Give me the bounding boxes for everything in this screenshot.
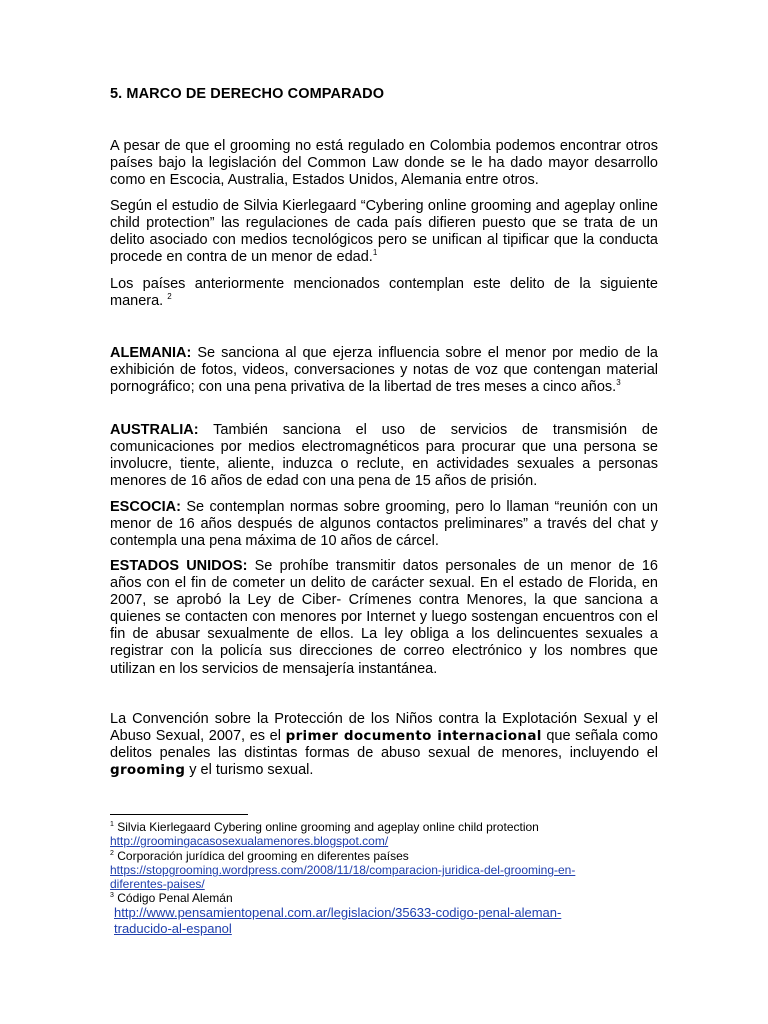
- escocia-label: ESCOCIA:: [110, 499, 181, 515]
- australia-paragraph: [110, 422, 658, 490]
- convention-bold-1: primer documento internacional: [285, 728, 542, 745]
- eeuu-text: Se prohíbe transmitir datos personales de un menor de 16 años con el fin de cometer un delito de carácter sexual. En el estado de Florida, en 2007, se aprobó la Ley de Ciber- Crímenes contra Menores, la que sanciona a quienes se contacten con menores por Internet y luego sostengan encuentros con el fin de abusar sexualmente de ellos. La ley obliga a los delincuentes sexuales a registrar con la policía sus direcciones de correo electrónico y los nombres que utilizan en los servicios de mensajería instantánea.: [110, 558, 658, 677]
- study-paragraph: [110, 198, 658, 266]
- alemania-text: Se sanciona al que ejerza influencia sobre el menor por medio de la exhibición de fotos, videos, conversaciones y notas de voz que contengan material pornográfico; con una pena privativa de la libertad de tres meses a cinco años.: [110, 345, 658, 396]
- footnote-3-number: 3: [110, 892, 114, 899]
- footnote-1-number: 1: [110, 821, 114, 828]
- convention-text-3: y el turismo sexual.: [185, 762, 314, 779]
- footnote-ref-2[interactable]: 2: [167, 292, 172, 302]
- convention-paragraph: [110, 711, 658, 779]
- footnote-ref-3[interactable]: 3: [616, 378, 621, 388]
- footnote-separator: [110, 814, 248, 815]
- eeuu-label: ESTADOS UNIDOS:: [110, 558, 248, 574]
- footnote-2-number: 2: [110, 850, 114, 857]
- convention-text-2: que señala como delitos penales las distintas formas de abuso sexual de menores, incluyendo el: [110, 728, 658, 762]
- footnote-2-link[interactable]: https://stopgrooming.wordpress.com/2008/11/18/comparacion-juridica-del-grooming-en-diferentes-paises/: [110, 863, 576, 892]
- eeuu-paragraph: [110, 558, 658, 678]
- footnote-1: [110, 820, 658, 848]
- australia-label: AUSTRALIA:: [110, 422, 199, 438]
- footnote-2-text: Corporación jurídica del grooming en diferentes países: [113, 849, 409, 863]
- study-text: Según el estudio de Silvia Kierlegaard “Cybering online grooming and ageplay online child protection” las regulaciones de cada país difieren puesto que se trata de un delito asociado con medios tecnológicos pero se unifican al tipificar que la conducta procede en contra de un menor de edad.: [110, 198, 658, 266]
- escocia-paragraph: [110, 499, 658, 550]
- footnote-1-link[interactable]: http://groomingacasosexualamenores.blogspot.com/: [110, 834, 389, 849]
- footnote-3-text: Código Penal Alemán: [113, 891, 233, 905]
- alemania-paragraph: [110, 345, 658, 396]
- countries-intro-text: Los países anteriormente mencionados contemplan este delito de la siguiente manera.: [110, 276, 658, 310]
- footnote-2: [110, 849, 658, 892]
- intro-text: A pesar de que el grooming no está regulado en Colombia podemos encontrar otros países bajo la legislación del Common Law donde se le ha dado mayor desarrollo como en Escocia, Australia, Estados Unidos, Alemania entre otros.: [110, 138, 658, 189]
- australia-text: También sanciona el uso de servicios de transmisión de comunicaciones por medios electromagnéticos para procurar que una persona se involucre, tiente, aliente, induzca o reclute, en actividades sexuales a personas menores de 16 años de edad con una pena de 15 años de prisión.: [110, 422, 658, 490]
- footnote-3: [110, 891, 658, 937]
- convention-text-1: La Convención sobre la Protección de los Niños contra la Explotación Sexual y el Abuso Sexual, 2007, es el: [110, 711, 658, 745]
- escocia-text: Se contemplan normas sobre grooming, pero lo llaman “reunión con un menor de 16 años después de algunos contactos preliminares” a través del chat y contempla una pena máxima de 10 años de cárcel.: [110, 499, 658, 550]
- alemania-label: ALEMANIA:: [110, 345, 192, 361]
- section-heading: 5. MARCO DE DERECHO COMPARADO: [110, 86, 385, 102]
- footnote-ref-1[interactable]: 1: [372, 248, 378, 258]
- countries-intro-paragraph: [110, 276, 658, 310]
- intro-paragraph: [110, 138, 658, 189]
- footnote-3-link[interactable]: http://www.pensamientopenal.com.ar/legislacion/35633-codigo-penal-aleman-traducido-al-espanol: [114, 905, 562, 937]
- footnote-1-text: Silvia Kierlegaard Cybering online grooming and ageplay online child protection: [113, 820, 539, 834]
- convention-bold-2: grooming: [110, 762, 186, 779]
